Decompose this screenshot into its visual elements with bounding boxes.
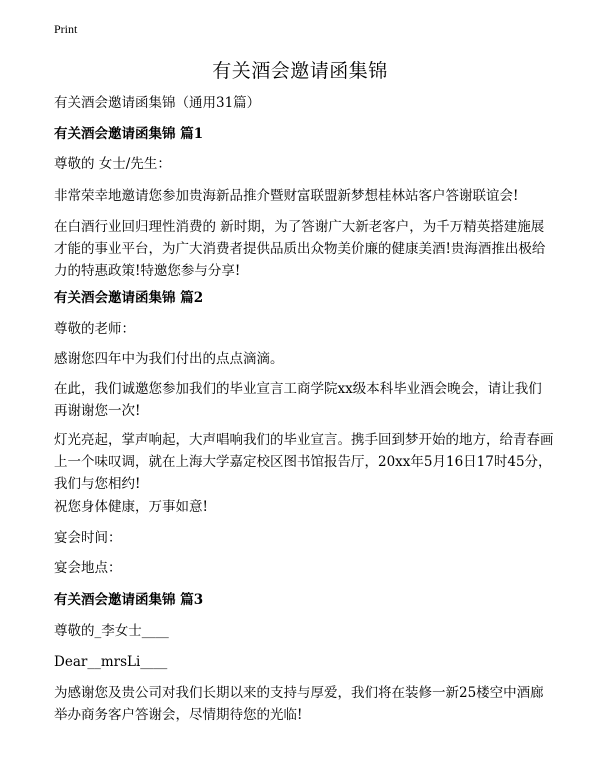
document-subtitle: 有关酒会邀请函集锦（通用31篇） — [54, 95, 261, 111]
section-heading-3: 有关酒会邀请函集锦 篇3 — [54, 592, 204, 608]
section-heading-1: 有关酒会邀请函集锦 篇1 — [54, 126, 204, 142]
section-2-paragraph-5: 祝您身体健康，万事如意! — [54, 499, 208, 515]
document-title: 有关酒会邀请函集锦 — [212, 60, 388, 82]
section-3-paragraph-2: Dear__mrsLi____ — [54, 654, 168, 670]
section-3-paragraph-3: 为感谢您及贵公司对我们长期以来的支持与厚爱，我们将在装修一新25楼空中酒廊举办商务客户答谢会，尽情期待您的光临! — [54, 685, 544, 723]
section-2-paragraph-2: 感谢您四年中为我们付出的点点滴滴。 — [54, 351, 284, 367]
section-1-paragraph-3: 在白酒行业回归理性消费的 新时期，为了答谢广大新老客户，为千万精英搭建施展才能的事业平台，为广大消费者提供品质出众物美价廉的健康美酒!贵海酒推出极给力的特惠政策!特邀您参与分享! — [54, 219, 546, 279]
section-3-paragraph-1: 尊敬的_李女士____ — [54, 623, 169, 639]
section-heading-2: 有关酒会邀请函集锦 篇2 — [54, 290, 204, 306]
section-1-paragraph-1: 尊敬的 女士/先生： — [54, 156, 171, 172]
section-2-paragraph-4: 灯光亮起，掌声响起，大声唱响我们的毕业宣言。携手回到梦开始的地方，给青春画上一个味叹调，就在上海大学嘉定校区图书馆报告厅，20xx年5月16日17时45分，我们与您相约! — [54, 432, 554, 492]
section-2-paragraph-7: 宴会地点： — [54, 560, 122, 576]
print-link[interactable]: Print — [54, 22, 78, 36]
section-2-paragraph-3: 在此，我们诚邀您参加我们的毕业宣言工商学院xx级本科毕业酒会晚会，请让我们再谢谢您一次! — [54, 381, 542, 419]
section-2-paragraph-6: 宴会时间： — [54, 530, 122, 546]
section-1-paragraph-2: 非常荣幸地邀请您参加贵海新品推介暨财富联盟新梦想桂林站客户答谢联谊会! — [54, 188, 519, 204]
section-2-paragraph-1: 尊敬的老师： — [54, 321, 135, 337]
